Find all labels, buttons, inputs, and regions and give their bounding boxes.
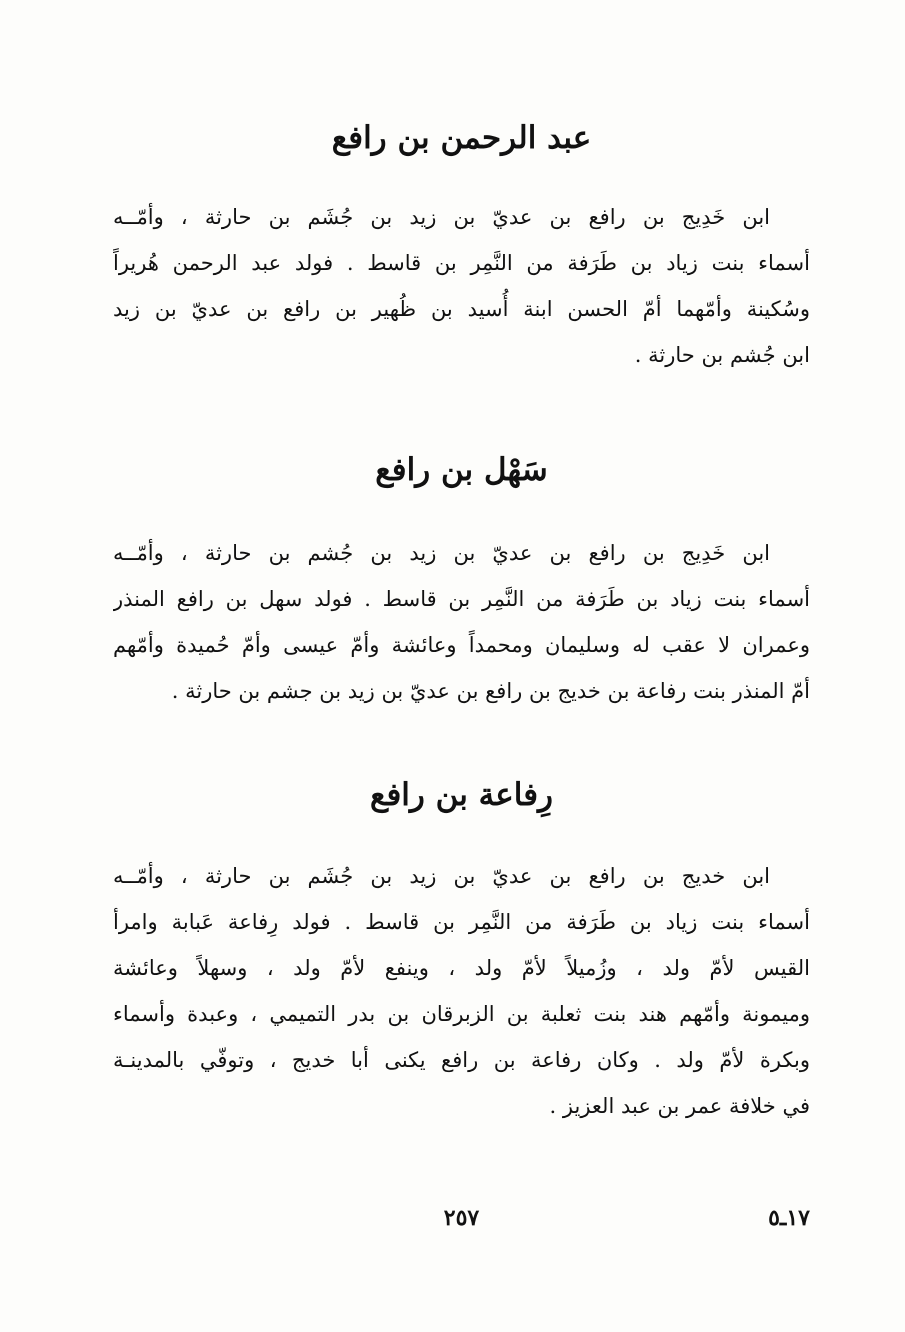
paragraph-line: وسُكينة وأمّهما أمّ الحسن ابنة أُسيد بن ظُهير بن رافع بن عديّ بن زيد: [113, 297, 810, 321]
section-abd-al-rahman: [113, 108, 810, 378]
section-rifaa: [113, 765, 810, 1129]
paragraph-line: وعمران لا عقب له وسليمان ومحمداً وعائشة وأمّ عيسى وأمّ حُميدة وأمّهم: [113, 633, 810, 657]
paragraph-line: أسماء بنت زياد بن طَرَفة من النَّمِر بن قاسط . فولد عبد الرحمن هُريراً: [113, 251, 810, 275]
paragraph-line: أسماء بنت زياد بن طَرَفة من النَّمِر بن قاسط . فولد سهل بن رافع المنذر: [113, 587, 810, 611]
paragraph-line: ابن جُشم بن حارثة .: [634, 343, 810, 367]
paragraph-line: ابن خَدِيج بن رافع بن عديّ بن زيد بن جُشم بن حارثة ، وأمّــه: [113, 541, 770, 565]
section-heading: عبد الرحمن بن رافع: [331, 120, 592, 156]
paragraph-line: ابن خديج بن رافع بن عديّ بن زيد بن جُشَم بن حارثة ، وأمّــه: [113, 864, 770, 888]
section-paragraph: [113, 194, 810, 378]
page-footer: [113, 1205, 810, 1245]
section-sahl: [113, 440, 810, 714]
section-heading: سَهْل بن رافع: [375, 452, 548, 488]
section-paragraph: [113, 853, 810, 1129]
paragraph-line: وبكرة لأمّ ولد . وكان رفاعة بن رافع يكنى أبا خديج ، وتوفّي بالمدينـة: [113, 1048, 810, 1072]
paragraph-line: أمّ المنذر بنت رفاعة بن خديج بن رافع بن عديّ بن زيد بن جشم بن حارثة .: [171, 679, 810, 703]
section-paragraph: [113, 530, 810, 714]
paragraph-line: ابن خَدِيج بن رافع بن عديّ بن زيد بن جُشَم بن حارثة ، وأمّــه: [113, 205, 770, 229]
paragraph-line: أسماء بنت زياد بن طَرَفة من النَّمِر بن قاسط . فولد رِفاعة عَبابة وامرأ: [113, 910, 810, 934]
page-number: ٢٥٧: [443, 1205, 480, 1231]
section-heading: رِفاعة بن رافع: [369, 777, 554, 813]
paragraph-line: القيس لأمّ ولد ، وزُميلاً لأمّ ولد ، وينفع لأمّ ولد ، وسهلاً وعائشة: [113, 956, 810, 980]
paragraph-line: في خلافة عمر بن عبد العزيز .: [549, 1094, 810, 1118]
signature-mark: ١٧ـ٥: [768, 1205, 810, 1231]
paragraph-line: وميمونة وأمّهم هند بنت ثعلبة بن الزبرقان بن بدر التميمي ، وعبدة وأسماء: [113, 1002, 810, 1026]
